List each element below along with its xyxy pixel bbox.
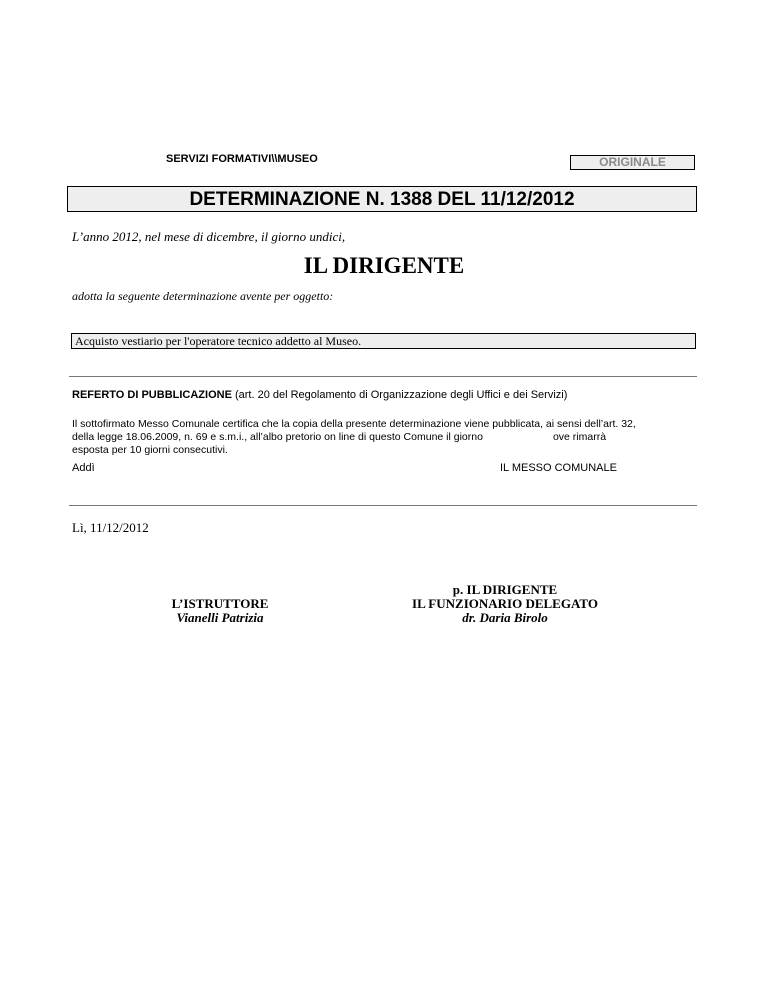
certification-text <box>72 418 702 457</box>
adoption-sentence: adotta la seguente determinazione avente per oggetto: <box>72 289 334 303</box>
original-stamp-label: ORIGINALE <box>599 155 666 169</box>
funzionario-title: IL FUNZIONARIO DELEGATO <box>412 596 598 611</box>
certification-line-2a: della legge 18.06.2009, n. 69 e s.m.i., all’albo pretorio on line di questo Comune il giorno <box>72 431 483 443</box>
certification-line-2 <box>72 431 702 444</box>
department-label: SERVIZI FORMATIVI\\MUSEO <box>166 153 318 165</box>
opening-sentence: L’anno 2012, nel mese di dicembre, il giorno undici, <box>72 229 346 244</box>
istruttore-name: Vianelli Patrizia <box>176 610 264 625</box>
messo-comunale-label: IL MESSO COMUNALE <box>500 462 617 474</box>
document-title: DETERMINAZIONE N. 1388 DEL 11/12/2012 <box>67 186 697 212</box>
funzionario-name: dr. Daria Birolo <box>462 610 548 625</box>
subject-box: Acquisto vestiario per l'operatore tecnico addetto al Museo. <box>71 333 696 349</box>
referto-bold: REFERTO DI PUBBLICAZIONE <box>72 389 232 401</box>
place-date: Lì, 11/12/2012 <box>72 520 149 535</box>
certification-line-1: Il sottofirmato Messo Comunale certifica che la copia della presente determinazione viene pubblicata, ai sensi dell’art. 32, <box>72 418 636 430</box>
divider-top <box>69 376 697 377</box>
dirigente-heading: IL DIRIGENTE <box>303 253 465 278</box>
certification-line-3: esposta per 10 giorni consecutivi. <box>72 444 228 456</box>
publication-report-title <box>72 389 567 401</box>
dirigente-title: p. IL DIRIGENTE <box>452 582 558 597</box>
istruttore-title: L’ISTRUTTORE <box>171 596 269 611</box>
addi-label: Addì <box>72 462 95 474</box>
referto-rest: (art. 20 del Regolamento di Organizzazione degli Uffici e dei Servizi) <box>231 389 568 401</box>
certification-line-2b: ove rimarrà <box>552 431 607 443</box>
divider-bottom <box>69 505 697 506</box>
